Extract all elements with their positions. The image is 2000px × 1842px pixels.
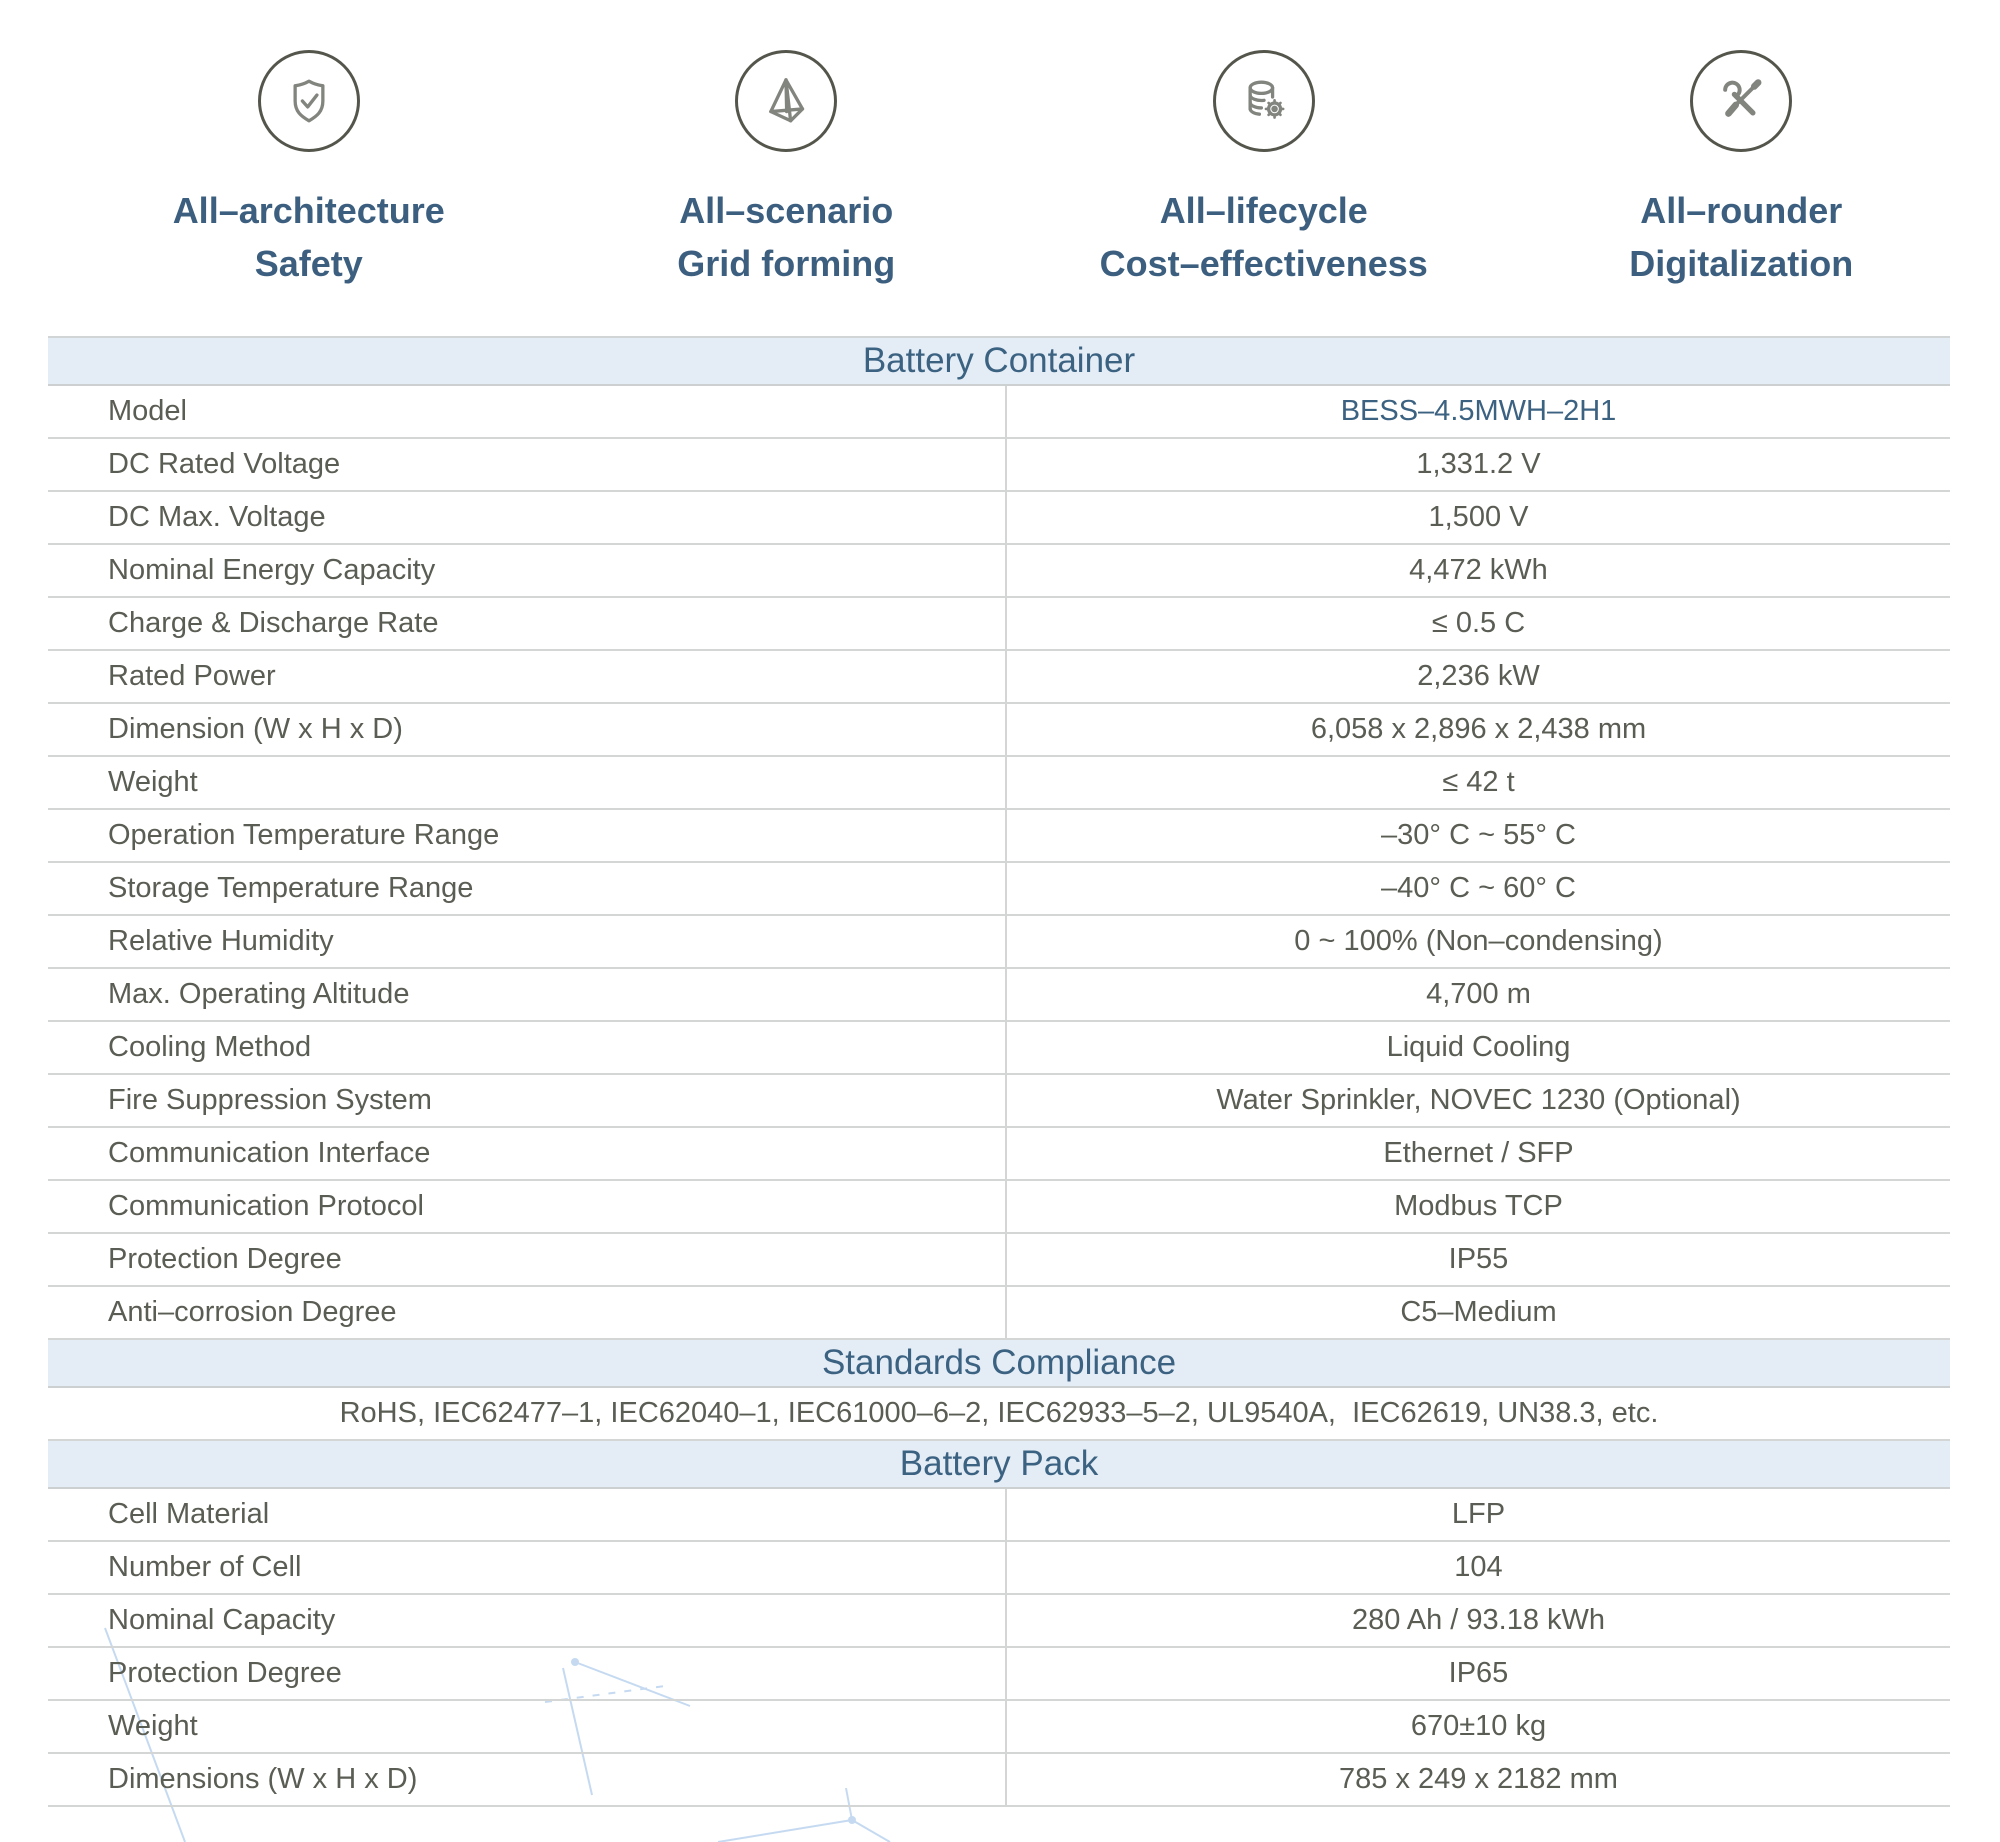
section-header <box>48 1340 1950 1388</box>
spec-label: Operation Temperature Range <box>48 810 1007 861</box>
spec-value: Ethernet / SFP <box>1383 1137 1574 1169</box>
spec-value: 6,058 x 2,896 x 2,438 mm <box>1310 713 1647 745</box>
spec-value: 670±10 kg <box>1410 1710 1547 1742</box>
spec-value: 785 x 249 x 2182 mm <box>1339 1763 1618 1795</box>
spec-label: Cell Material <box>48 1489 1007 1540</box>
feature-highlights <box>70 0 1980 336</box>
feature-item <box>1503 50 1981 336</box>
table-row <box>48 598 1950 651</box>
feature-item <box>548 50 1026 336</box>
table-row <box>48 969 1950 1022</box>
feature-label-line1: All–scenario <box>679 190 894 231</box>
table-row <box>48 1489 1950 1542</box>
spec-value: Water Sprinkler, NOVEC 1230 (Optional) <box>1216 1084 1741 1116</box>
table-row <box>48 1075 1950 1128</box>
table-row <box>48 1022 1950 1075</box>
shield-check-icon <box>258 50 360 152</box>
spec-label: Protection Degree <box>48 1648 1007 1699</box>
feature-label <box>548 184 1026 290</box>
spec-value: ≤ 42 t <box>1442 766 1515 798</box>
spec-value: 2,236 kW <box>1417 660 1540 692</box>
spec-value: 4,472 kWh <box>1409 554 1548 586</box>
spec-value: 4,700 m <box>1426 978 1531 1010</box>
table-row <box>48 492 1950 545</box>
spec-value: 0 ~ 100% (Non–condensing) <box>1294 925 1663 957</box>
section-title: Battery Container <box>862 341 1136 380</box>
spec-value: –40° C ~ 60° C <box>1381 872 1576 904</box>
pyramid-icon <box>735 50 837 152</box>
spec-label: Protection Degree <box>48 1234 1007 1285</box>
feature-label <box>1503 184 1981 290</box>
spec-value: IP55 <box>1448 1243 1509 1275</box>
standards-text: RoHS, IEC62477–1, IEC62040–1, IEC61000–6–2, IEC62933–5–2, UL9540A, IEC62619, UN38.3, etc. <box>48 1388 1950 1441</box>
table-row <box>48 1128 1950 1181</box>
spec-table <box>48 336 1950 1807</box>
spec-value: 104 <box>1454 1551 1503 1583</box>
spec-label: Cooling Method <box>48 1022 1007 1073</box>
table-row <box>48 651 1950 704</box>
table-row <box>48 1181 1950 1234</box>
spec-label: Nominal Energy Capacity <box>48 545 1007 596</box>
spec-value: BESS–4.5MWH–2H1 <box>1340 395 1617 427</box>
spec-label: Max. Operating Altitude <box>48 969 1007 1020</box>
table-row <box>48 439 1950 492</box>
section-header <box>48 338 1950 386</box>
spec-label: Communication Interface <box>48 1128 1007 1179</box>
spec-label: Weight <box>48 1701 1007 1752</box>
feature-label <box>1025 184 1503 290</box>
table-row <box>48 757 1950 810</box>
spec-label: Model <box>48 386 1007 437</box>
feature-item <box>70 50 548 336</box>
section-title: Standards Compliance <box>821 1343 1177 1382</box>
table-row <box>48 704 1950 757</box>
table-row <box>48 810 1950 863</box>
spec-value: Liquid Cooling <box>1386 1031 1571 1063</box>
spec-label: DC Max. Voltage <box>48 492 1007 543</box>
section-header <box>48 1441 1950 1489</box>
feature-label-line1: All–lifecycle <box>1159 190 1368 231</box>
spec-label: Nominal Capacity <box>48 1595 1007 1646</box>
feature-label-line2: Cost–effectiveness <box>1099 243 1428 284</box>
spec-value: LFP <box>1451 1498 1506 1530</box>
table-row <box>48 386 1950 439</box>
feature-label-line2: Safety <box>254 243 363 284</box>
spec-label: DC Rated Voltage <box>48 439 1007 490</box>
table-row <box>48 1287 1950 1340</box>
table-row <box>48 1701 1950 1754</box>
feature-label-line2: Digitalization <box>1629 243 1854 284</box>
spec-value: C5–Medium <box>1400 1296 1557 1328</box>
spec-label: Dimension (W x H x D) <box>48 704 1007 755</box>
feature-label-line1: All–rounder <box>1640 190 1843 231</box>
spec-label: Dimensions (W x H x D) <box>48 1754 1007 1805</box>
feature-label-line1: All–architecture <box>172 190 445 231</box>
feature-item <box>1025 50 1503 336</box>
feature-label-line2: Grid forming <box>677 243 896 284</box>
section-title: Battery Pack <box>899 1444 1099 1483</box>
table-row <box>48 1648 1950 1701</box>
table-row <box>48 1595 1950 1648</box>
spec-label: Fire Suppression System <box>48 1075 1007 1126</box>
spec-value: Modbus TCP <box>1394 1190 1563 1222</box>
spec-value: 1,500 V <box>1428 501 1529 533</box>
table-row <box>48 1754 1950 1807</box>
spec-value: IP65 <box>1448 1657 1509 1689</box>
table-row <box>48 863 1950 916</box>
spec-label: Relative Humidity <box>48 916 1007 967</box>
tools-icon <box>1690 50 1792 152</box>
spec-label: Weight <box>48 757 1007 808</box>
feature-label <box>70 184 548 290</box>
spec-value: –30° C ~ 55° C <box>1381 819 1576 851</box>
spec-label: Charge & Discharge Rate <box>48 598 1007 649</box>
spec-label: Number of Cell <box>48 1542 1007 1593</box>
table-row <box>48 1234 1950 1287</box>
spec-label: Rated Power <box>48 651 1007 702</box>
table-row <box>48 1542 1950 1595</box>
spec-label: Communication Protocol <box>48 1181 1007 1232</box>
database-gear-icon <box>1213 50 1315 152</box>
table-row <box>48 916 1950 969</box>
table-row <box>48 545 1950 598</box>
spec-value: 1,331.2 V <box>1416 448 1541 480</box>
spec-value: ≤ 0.5 C <box>1431 607 1526 639</box>
spec-value: 280 Ah / 93.18 kWh <box>1351 1604 1606 1636</box>
spec-label: Storage Temperature Range <box>48 863 1007 914</box>
spec-label: Anti–corrosion Degree <box>48 1287 1007 1338</box>
